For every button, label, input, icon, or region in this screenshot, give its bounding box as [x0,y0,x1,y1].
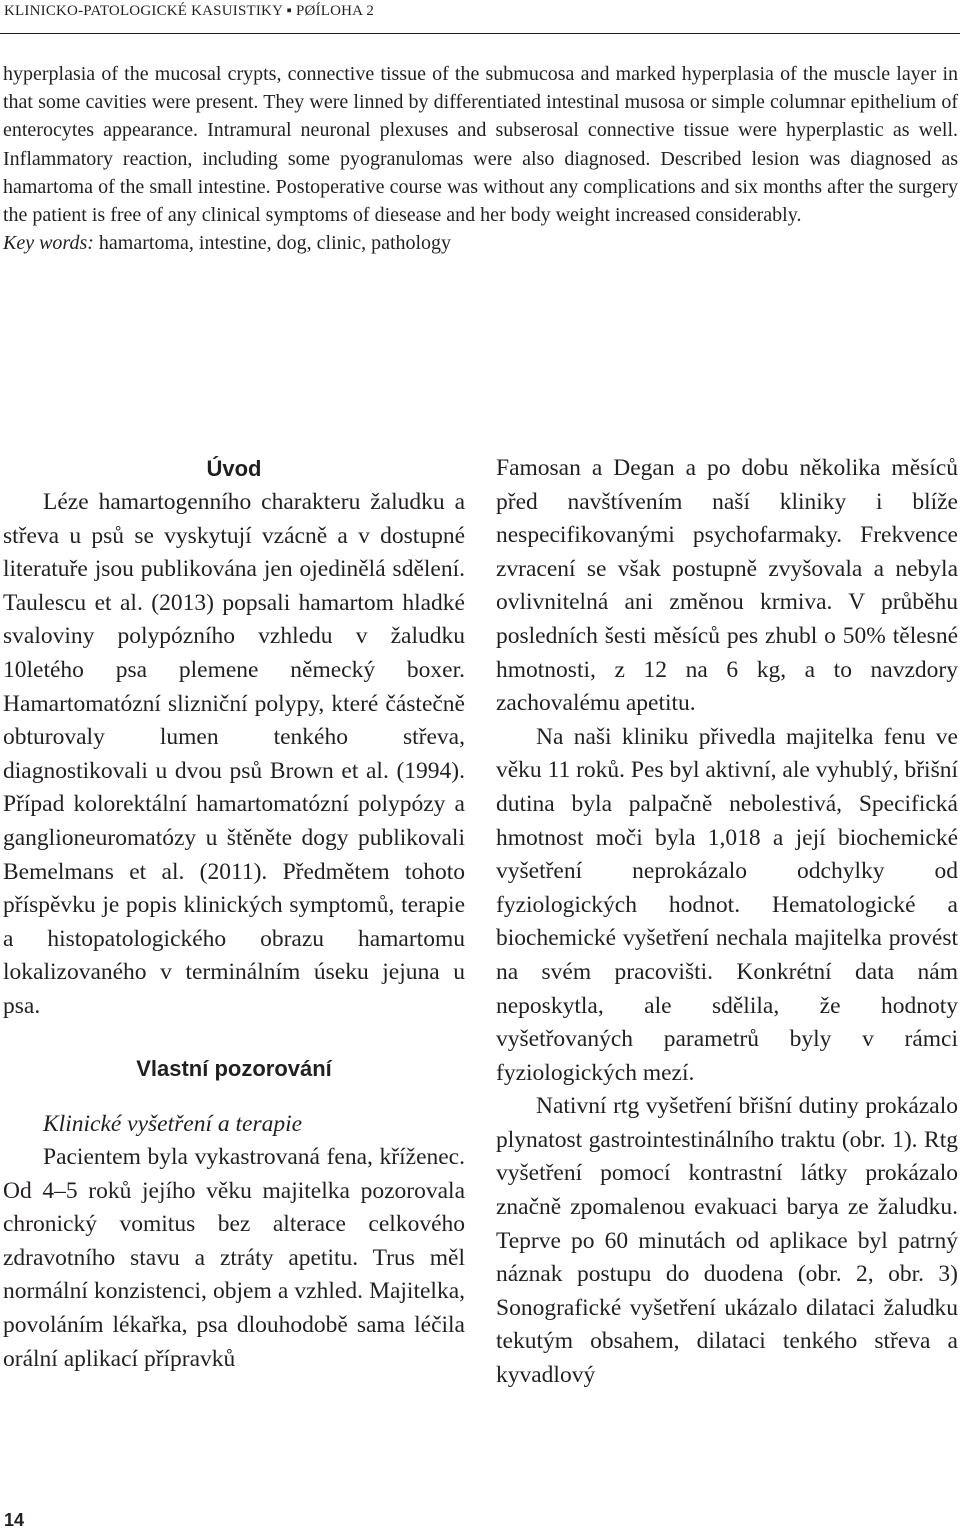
abstract-text: hyperplasia of the mucosal crypts, connective tissue of the submucosa and marked hyperplasia of the muscle layer in that some cavities were present. They were linned by differentiated intestinal musosa or simple columnar epithelium of enterocytes appearance. Intramural neuronal plexuses and subserosal connective tissue were hyperplastic as well. Inflammatory reaction, including some pyogranulomas were also diagnosed. Described lesion was diagnosed as hamartoma of the small intestine. Postoperative course was without any complications and six months after the surgery the patient is free of any clinical symptoms of diesease and her body weight increased considerably. [3,63,958,227]
page-number: 14 [4,1510,25,1530]
subsection-heading: Klinické vyšetření a terapie [43,1110,303,1137]
paragraph-clinic-visit: Na naši kliniku přivedla majitelka fenu ve věku 11 roků. Pes byl aktivní, ale vyhublý, břišní dutina byla palpačně nebolestivá, Specifická hmotnost moči byla 1,018 a její biochemické vyšetření neprokázalo odchylky od fyziologických hodnot. Hematologické a biochemické vyšetření nechala majitelka provést na svém pracovišti. Konkrétní data nám neposkytla, ale sdělila, že hodnoty vyšetřovaných parametrů byly v rámci fyziologických mezí. [496,723,958,1086]
paragraph-xray: Nativní rtg vyšetření břišní dutiny prokázalo plynatost gastrointestinálního traktu (obr. 1). Rtg vyšetření pomocí kontrastní látky prokázalo značně zpomalenou evakuaci barya ze žaludku. Teprve po 60 minutách od aplikace byl patrný náznak postupu do duodena (obr. 2, obr. 3) Sonografické vyšetření ukázalo dilataci žaludku tekutým obsahem, dilataci tenkého střeva a kyvadlový [496,1093,958,1389]
running-header: KLINICKO-PATOLOGICKÉ KASUISTIKY ▪ PØÍLOHA 2 [4,3,375,19]
keywords [3,229,958,257]
right-column [496,452,958,1393]
abstract [3,60,958,257]
section-heading-observation: Vlastní pozorování [136,1055,332,1081]
intro-paragraph: Léze hamartogenního charakteru žaludku a střeva u psů se vyskytují vzácně a v dostupné literatuře jsou publikována jen ojedinělá sdělení. Taulescu et al. (2013) popsali hamartom hladké svaloviny polypózního vzhledu v žaludku 10letého psa plemene německý boxer. Hamartomatózní slizniční polypy, které částečně obturovaly lumen tenkého střeva, diagnostikovali u dvou psů Brown et al. (1994). Případ kolorektální hamartomatózní polypózy a ganglioneuromatózy u štěněte dogy publikovali Bemelmans et al. (2011). Předmětem tohoto příspěvku je popis klinických symptomů, terapie a histopatologického obrazu hamartomu lokalizovaného v terminálním úseku jejuna u psa. [3,489,465,1019]
keywords-list: hamartoma, intestine, dog, clinic, pathology [93,232,452,255]
paragraph-continued: Famosan a Degan a po dobu několika měsíců před navštívením naší kliniky i blíže nespecifikovanými psychofarmaky. Frekvence zvracení se však postupně zvyšovala a nebyla ovlivnitelná ani změnou krmiva. V průběhu posledních šesti měsíců pes zhubl o 50% tělesné hmotnosti, z 12 na 6 kg, a to navzdory zachovalému apetitu. [496,455,958,717]
header-divider [0,33,960,34]
observation-paragraph: Pacientem byla vykastrovaná fena, kříženec. Od 4–5 roků jejího věku majitelka pozorovala chronický vomitus bez alterace celkového zdravotního stavu a ztráty apetitu. Trus měl normální konzistenci, objem a vzhled. Majitelka, povoláním lékařka, psa dlouhodobě sama léčila orální aplikací přípravků [3,1144,465,1372]
left-column [3,452,465,1376]
section-heading-intro: Úvod [206,456,262,481]
keywords-label: Key words: [3,232,94,255]
